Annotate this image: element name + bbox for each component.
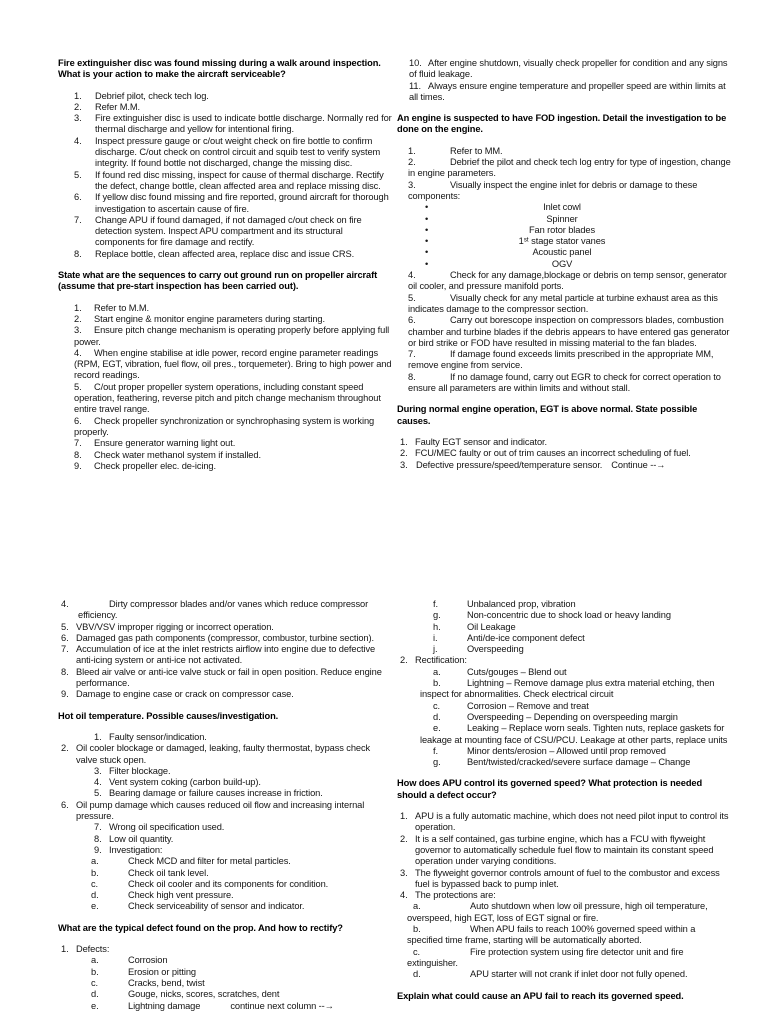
line-text: Auto shutdown when low oil pressure, high oil temperature, overspeed, high EGT, loss of EGT signal or fire. [407,901,708,923]
list-line [74,113,392,136]
line-text: Change APU if found damaged, if not damaged c/out check on fire detection system. Inspect APU compartment and its structural components for fire damage and rectify. [95,214,362,248]
list-marker: 3. [400,867,408,878]
list-marker: a. [413,901,421,912]
heading-text: Hot oil temperature. Possible causes/investigation. [58,710,279,721]
line-text: Check serviceability of sensor and indicator. [128,901,305,912]
list-line [91,879,392,890]
line-text: Debrief the pilot and check tech log entry for type of ingestion, change in engine parameters. [408,157,731,179]
list-line [58,450,392,461]
line-text: FCU/MEC faulty or out of trim causes an incorrect scheduling of fuel. [415,448,691,459]
list-line [61,944,392,955]
line-text: Lightning damage [128,1000,201,1011]
list-marker: 2. [400,448,408,459]
list-marker: 5. [61,621,69,632]
heading-text: An engine is suspected to have FOD ingestion. Detail the investigation to be done on the engine. [397,113,727,135]
list-marker: d. [413,969,421,980]
line-text: Fan rotor blades [528,224,596,235]
continue-note: continue next column --→ [230,1000,334,1011]
line-text: The protections are: [415,890,496,901]
line-text: APU starter will not crank if inlet door not fully opened. [470,969,688,980]
list-marker: 3. [400,459,408,470]
list-line [94,777,392,788]
line-text: If damage found exceeds limits prescribed in the appropriate MM, remove engine from service. [408,349,714,371]
list-marker: 6. [61,632,69,643]
list-marker: 9. [61,689,69,700]
list-marker: b. [91,867,99,878]
line-text: Visually check for any metal particle at turbine exhaust area as this indicates damage to the compressor section. [408,292,718,314]
list-marker: 2. [400,833,408,844]
list-marker: 1. [400,436,408,447]
question-heading [397,404,731,427]
line-text: Cuts/gouges – Blend out [467,666,567,677]
list-line [74,91,392,102]
list-line [91,967,392,978]
list-line [397,712,731,723]
list-marker: 1. [74,302,82,313]
list-line [397,293,731,316]
list-line [400,834,731,868]
list-marker: 9. [94,844,102,855]
line-text: Vent system coking (carbon build-up). [109,777,261,788]
line-text: Bent/twisted/cracked/severe surface damage – Change [467,757,691,768]
list-line [397,157,731,180]
line-text: Wrong oil specification used. [109,822,225,833]
line-text: Erosion or pitting [128,966,196,977]
line-text: Debrief pilot, check tech log. [95,90,209,101]
heading-text: How does APU control its governed speed? What protection is needed should a defect occur? [397,778,703,800]
list-marker: 3. [74,113,82,124]
line-text: Bleed air valve or anti-ice valve stuck or fail in open position. Reduce engine performance. [76,666,382,689]
list-marker: e. [91,1000,99,1011]
list-marker: 3. [74,325,82,336]
list-line [400,655,731,666]
line-text: Unbalanced prop, vibration [467,599,576,609]
line-text: Gouge, nicks, scores, scratches, dent [128,989,280,1000]
list-line [397,315,731,349]
list-marker: 5. [74,381,82,392]
list-marker: b. [433,678,441,689]
list-line [91,868,392,879]
list-line [397,146,731,157]
question-heading [397,991,731,1002]
list-line [74,136,392,170]
list-marker: 7. [74,214,82,225]
list-line [397,180,731,203]
list-line [94,732,392,743]
list-line [61,622,392,633]
list-marker: b. [91,966,99,977]
list-line [397,633,731,644]
line-text: Filter blockage. [109,765,171,776]
column-top-left [58,58,392,588]
list-marker: 1. [61,944,69,955]
list-line [61,667,392,690]
list-line [397,678,731,701]
line-text: Minor dents/erosion – Allowed until prop removed [467,745,666,756]
list-line [397,969,731,980]
list-marker: c. [91,977,99,988]
list-line [74,170,392,193]
list-line [58,461,392,472]
line-text: Acoustic panel [532,247,592,258]
list-marker: 8. [74,248,82,259]
list-line [425,259,731,270]
list-line [91,978,392,989]
list-line [74,192,392,215]
list-marker: 3. [408,179,416,190]
line-text: Investigation: [109,844,163,855]
line-text: Start engine & monitor engine parameters during starting. [94,313,325,324]
list-marker: d. [91,989,99,1000]
line-text: 1ˢᵗ stage stator vanes [518,236,606,247]
column-top-right [397,58,731,588]
line-text: Check propeller elec. de-icing. [94,460,216,471]
line-text: Check MCD and filter for metal particles. [128,856,291,867]
list-line [61,800,392,823]
list-marker: a. [433,666,441,677]
line-text: Refer to M.M. [94,302,150,313]
list-line [91,955,392,966]
line-text: Fire extinguisher disc is used to indicate bottle discharge. Normally red for thermal discharge and yellow for intentional firing. [95,113,392,135]
line-text: Replace bottle, clean affected area, replace disc and issue CRS. [95,248,355,259]
list-marker: 10. [409,58,422,68]
list-marker: c. [91,878,99,889]
list-line [400,437,731,448]
line-text: Visually inspect the engine inlet for debris or damage to these components: [408,179,698,201]
list-line [58,325,392,348]
list-line [91,989,392,1000]
line-text: Bearing damage or failure causes increase in friction. [109,788,323,799]
line-text: Damage to engine case or crack on compressor case. [76,689,294,700]
list-line [94,766,392,777]
line-text: When APU fails to reach 100% governed speed within a specified time frame, starting will be automatically aborted. [407,924,696,946]
line-text: Oil cooler blockage or damaged, leaking, faulty thermostat, bypass check valve stuck open. [76,743,371,765]
line-text: Check oil tank level. [128,867,209,878]
list-marker: 5. [408,292,416,303]
line-text: Faulty sensor/indication. [109,731,207,742]
list-line [397,599,731,610]
list-line [397,667,731,678]
list-marker: d. [433,711,441,722]
line-text: OGV [551,258,573,269]
list-marker: 7. [408,349,416,360]
column-bottom-left [58,599,392,1023]
line-text: Fire protection system using fire detector unit and fire extinguisher. [407,946,684,968]
bullet-marker: • [425,224,429,235]
list-line [397,460,731,471]
list-line [91,890,392,901]
list-marker: g. [433,610,441,621]
list-line [400,811,731,834]
list-line [74,249,392,260]
list-marker: 6. [74,415,82,426]
line-text: Check water methanol system if installed. [94,449,261,460]
list-marker: g. [433,757,441,768]
list-marker: 2. [408,157,416,168]
bullet-marker: • [425,202,429,213]
list-marker: 7. [94,822,102,833]
list-marker: 8. [74,449,82,460]
bullet-marker: • [425,247,429,258]
list-marker: a. [91,955,99,966]
list-marker: 11. [409,80,421,91]
question-heading [397,113,731,136]
list-marker: c. [433,700,441,711]
line-text: The flyweight governor controls amount of fuel to the combustor and excess fuel is bypassed back to pump inlet. [415,867,720,889]
line-text: Defects: [76,944,110,955]
list-line [397,81,731,104]
list-marker: e. [433,723,441,734]
list-marker: 2. [400,655,408,666]
list-marker: h. [433,621,441,632]
list-marker: 5. [74,169,82,180]
list-line [94,822,392,833]
line-text: Check propeller synchronization or synchrophasing system is working properly. [74,415,375,437]
continue-note: Continue --→ [611,459,666,470]
bullet-marker: • [425,236,429,247]
list-marker: f. [433,745,438,756]
line-text: Dirty compressor blades and/or vanes which reduce compressor efficiency. [78,599,369,621]
line-text: Anti/de-ice component defect [467,632,585,643]
list-line [397,757,731,768]
column-bottom-right [397,599,731,1023]
line-text: Ensure pitch change mechanism is operating properly before applying full power. [74,325,390,347]
list-line [400,890,731,901]
line-text: Low oil quantity. [109,833,174,844]
list-line [397,924,731,947]
list-line [397,610,731,621]
list-line [58,348,392,382]
list-marker: 7. [74,438,82,449]
line-text: Check for any damage,blockage or debris on temp sensor, generator oil cooler, and pressure manifold ports. [408,270,727,292]
line-text: Carry out borescope inspection on compressors blades, combustion chamber and turbine blades if the debris appears to have entered gas generator or bird strike or FOD have resulted in missing material to the fan blades. [408,315,730,348]
list-marker: 1. [400,811,408,822]
line-text: Lightning – Remove damage plus extra material etching, then inspect for abnormalities. Check electrical circuit [420,678,715,700]
list-line [397,270,731,293]
heading-text: Fire extinguisher disc was found missing during a walk around inspection. What is your action to make the aircraft serviceable? [58,58,381,80]
line-text: Accumulation of ice at the inlet restricts airflow into engine due to defective anti-icing system or anti-ice not activated. [76,644,376,666]
line-text: Check oil cooler and its components for condition. [128,878,329,889]
list-line [94,834,392,845]
list-marker: 8. [408,371,416,382]
list-line [425,247,731,258]
list-line [61,689,392,700]
list-marker: 7. [61,644,69,655]
line-text: Check high vent pressure. [128,890,234,901]
heading-text: What are the typical defect found on the prop. And how to rectify? [58,922,343,933]
list-marker: 4. [400,890,408,901]
line-text: Overspeeding [467,644,524,655]
list-marker: 3. [94,765,102,776]
heading-text: During normal engine operation, EGT is above normal. State possible causes. [397,404,698,426]
line-text: If no damage found, carry out EGR to check for correct operation to ensure all parameters are within limits and without stall. [408,371,721,394]
list-line [400,868,731,891]
question-heading [397,778,731,801]
list-line [425,236,731,247]
list-line [397,947,731,970]
list-line [58,438,392,449]
list-marker: 1. [74,90,82,101]
line-text: Oil Leakage [467,621,516,632]
list-marker: 4. [74,135,82,146]
line-text: After engine shutdown, visually check propeller for condition and any signs of fluid leakage. [409,58,728,80]
line-text: Corrosion [128,955,168,966]
line-text: Damaged gas path components (compressor, combustor, turbine section). [76,632,374,643]
heading-text: Explain what could cause an APU fail to reach its governed speed. [397,990,684,1001]
line-text: Inlet cowl [543,202,581,213]
list-marker: a. [91,856,99,867]
bullet-marker: • [425,258,429,269]
line-text: APU is a fully automatic machine, which does not need pilot input to control its operation. [415,811,729,833]
line-text: If found red disc missing, inspect for cause of thermal discharge. Rectify the defect, change bottle, clean affected area and replace missing disc. [95,169,384,191]
list-line [425,202,731,213]
list-marker: 8. [94,833,102,844]
line-text: C/out proper propeller system operations, including constant speed operation, feathering, reverse pitch and pitch change mechanism throughout entire travel range. [74,381,381,415]
list-marker: 9. [74,460,82,471]
list-marker: 6. [408,315,416,326]
list-line [397,622,731,633]
line-text: Oil pump damage which causes reduced oil flow and increasing internal pressure. [76,799,365,822]
list-marker: e. [91,901,99,912]
line-text: VBV/VSV improper rigging or incorrect operation. [76,621,274,632]
list-marker: 1. [408,145,416,156]
list-line [400,448,731,459]
list-line [94,845,392,856]
list-line [397,701,731,712]
list-marker: 4. [61,599,69,609]
list-marker: d. [91,890,99,901]
line-text: It is a self contained, gas turbine engine, which has a FCU with flyweight governor to automatically schedule fuel flow to maintain its constant speed operation under varying conditions. [415,833,714,867]
list-line [74,102,392,113]
list-line [58,303,392,314]
question-heading [58,923,392,934]
list-line [61,633,392,644]
list-line [91,901,392,912]
line-text: Inspect pressure gauge or c/out weight check on fire bottle to confirm discharge. C/out check on control circuit and squib test to verify system integrity. If found bottle not discharged, change the missing disc. [95,135,381,169]
line-text: Leaking – Replace worn seals. Tighten nuts, replace gaskets for leakage at mounting face of CSU/PCU. Leakage at other parts, replace units [420,723,728,745]
list-line [397,58,731,81]
list-line [397,746,731,757]
list-line [425,225,731,236]
line-text: When engine stabilise at idle power, record engine parameter readings (RPM, EGT, vibration, fuel flow, oil pres., torquemeter). Bring to high power and record readings. [74,347,392,381]
list-line [61,644,392,667]
list-marker: 2. [61,743,69,754]
line-text: Refer M.M. [95,101,140,112]
list-line [58,416,392,439]
list-line [61,743,392,766]
list-line [74,215,392,249]
list-line [58,1001,392,1012]
list-marker: 6. [61,799,69,810]
bullet-marker: • [425,213,429,224]
line-text: If yellow disc found missing and fire reported, ground aircraft for thorough investigation to ascertain cause of fire. [95,192,389,214]
list-line [58,314,392,325]
question-heading [58,270,392,293]
line-text: Cracks, bend, twist [128,977,205,988]
list-line [94,788,392,799]
list-line [91,856,392,867]
list-line [397,723,731,746]
list-line [397,349,731,372]
list-line [425,214,731,225]
list-marker: i. [433,632,438,643]
list-marker: 2. [74,101,82,112]
list-marker: c. [413,946,421,957]
list-marker: 1. [94,731,102,742]
list-marker: f. [433,599,438,609]
list-marker: 5. [94,788,102,799]
question-heading [58,711,392,722]
list-marker: 4. [94,777,102,788]
line-text: Defective pressure/speed/temperature sensor. [416,459,603,470]
list-marker: 4. [74,347,82,358]
line-text: Corrosion – Remove and treat [467,700,589,711]
list-marker: 8. [61,666,69,677]
list-marker: j. [433,644,438,655]
list-marker: 2. [74,313,82,324]
line-text: Rectification: [415,655,467,666]
list-line [58,382,392,416]
question-heading [58,58,392,81]
line-text: Spinner [546,213,578,224]
line-text: Refer to MM. [450,145,503,156]
line-text: Non-concentric due to shock load or heavy landing [467,610,671,621]
line-text: Ensure generator warning light out. [94,438,236,449]
list-marker: 4. [408,270,416,281]
line-text: Faulty EGT sensor and indicator. [415,436,548,447]
heading-text: State what are the sequences to carry out ground run on propeller aircraft (assume that pre-start inspection has been carried out). [58,270,378,292]
list-line [397,372,731,395]
list-line [58,599,392,622]
list-line [397,901,731,924]
line-text: Overspeeding – Depending on overspeeding margin [467,711,678,722]
list-marker: 6. [74,192,82,203]
list-marker: b. [413,924,421,935]
line-text: Always ensure engine temperature and propeller speed are within limits at all times. [409,80,726,102]
list-line [397,644,731,655]
